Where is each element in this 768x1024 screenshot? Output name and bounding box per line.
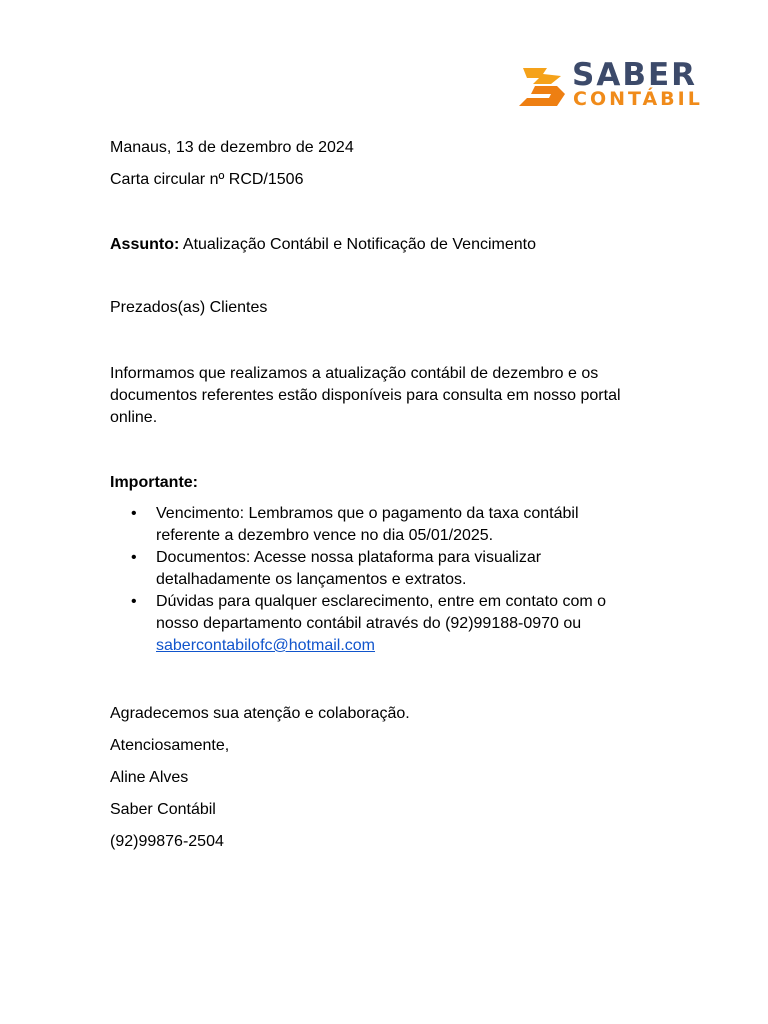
logo-text-saber: SABER	[572, 57, 697, 93]
important-heading	[110, 472, 198, 494]
email-link[interactable]: sabercontabilofc@hotmail.com	[156, 637, 376, 654]
signer-company: Saber Contábil	[110, 801, 216, 818]
saber-contabil-logo	[517, 57, 722, 112]
thanks-line: Agradecemos sua atenção e colaboração.	[110, 705, 410, 722]
subject-text: Atualização Contábil e Notificação de Vencimento	[179, 236, 536, 253]
reference-line: Carta circular nº RCD/1506	[110, 171, 304, 188]
list-item	[110, 547, 636, 591]
signer-phone: (92)99876-2504	[110, 833, 224, 850]
date-line: Manaus, 13 de dezembro de 2024	[110, 139, 354, 156]
bullet-icon: •	[131, 549, 137, 566]
greeting: Prezados(as) Clientes	[110, 299, 268, 316]
list-item-text: Documentos: Acesse nossa plataforma para visualizar detalhadamente os lançamentos e extratos.	[156, 549, 542, 588]
signer-name: Aline Alves	[110, 769, 189, 786]
closing-line: Atenciosamente,	[110, 737, 230, 754]
subject-line	[110, 234, 536, 256]
logo-s-mark-icon	[517, 64, 569, 110]
list-item-text: Vencimento: Lembramos que o pagamento da taxa contábil referente a dezembro vence no dia 05/01/2025.	[156, 505, 579, 544]
list-item	[110, 503, 636, 547]
list-item	[110, 591, 636, 657]
intro-paragraph: Informamos que realizamos a atualização contábil de dezembro e os documentos referentes estão disponíveis para consulta em nosso portal online.	[110, 365, 621, 426]
bullet-icon: •	[131, 593, 137, 610]
important-label: Importante:	[110, 474, 198, 491]
subject-label: Assunto:	[110, 236, 180, 253]
list-item-text: Dúvidas para qualquer esclarecimento, entre em contato com o nosso departamento contábil através do (92)99188-0970 ou	[156, 593, 607, 632]
logo-text-contabil: CONTÁBIL	[573, 88, 703, 110]
important-list	[110, 503, 655, 657]
bullet-icon: •	[131, 505, 137, 522]
